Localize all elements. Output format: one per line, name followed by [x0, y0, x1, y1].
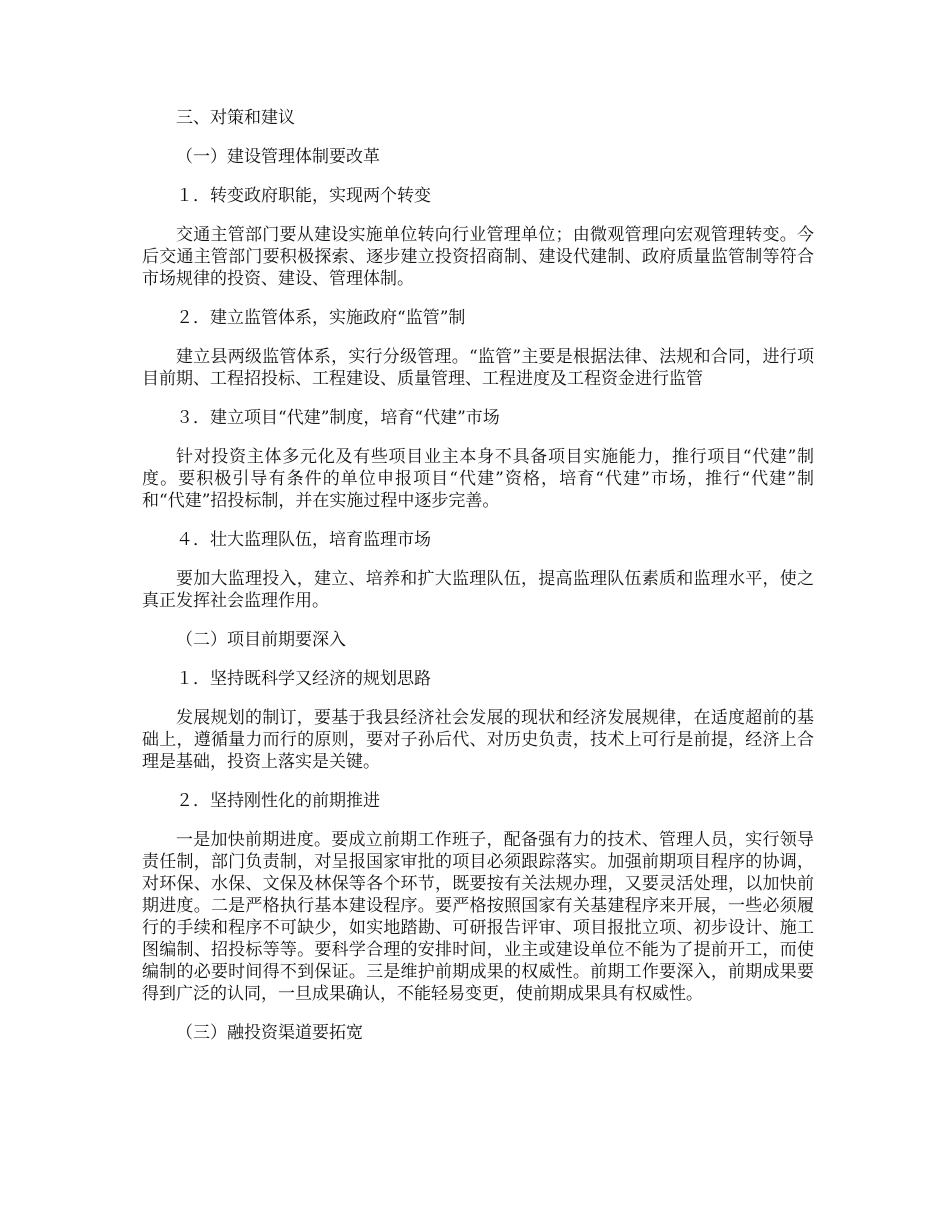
- item-heading: ２．建立监管体系，实施政府“监管”制: [176, 308, 466, 328]
- document-page: [142, 107, 814, 1061]
- paragraph: 一是加快前期进度。要成立前期工作班子，配备强有力的技术、管理人员，实行领导责任制，部门负责制，对呈报国家审批的项目必须跟踪落实。加强前期项目程序的协调，对环保、水保、文保及林保等各个环节，既要按有关法规办理，又要灵活处理，以加快前期进度。二是严格执行基本建设程序。要严格按照国家有关基建程序来开展，一些必须履行的手续和程序不可缺少，如实地踏勘、可研报告评审、项目报批立项、初步设计、施工图编制、招投标等等。要科学合理的安排时间，业主或建设单位不能为了提前开工，而使编制的必要时间得不到保证。三是维护前期成果的权威性。前期工作要深入，前期成果要得到广泛的认同，一旦成果确认，不能轻易变更，使前期成果具有权威性。: [142, 830, 814, 1004]
- paragraph: 交通主管部门要从建设实施单位转向行业管理单位；由微观管理向宏观管理转变。今后交通主管部门要积极探索、逐步建立投资招商制、建设代建制、政府质量监管制等符合市场规律的投资、建设、管理体制。: [142, 225, 814, 289]
- item-heading: １．转变政府职能，实现两个转变: [176, 186, 431, 206]
- subsection-heading: （三）融投资渠道要拓宽: [176, 1023, 363, 1043]
- paragraph: 建立县两级监管体系，实行分级管理。“监管”主要是根据法律、法规和合同，进行项目前期、工程招投标、工程建设、质量管理、工程进度及工程资金进行监管: [142, 347, 814, 389]
- item-heading: ２．坚持刚性化的前期推进: [176, 791, 380, 811]
- paragraph: 发展规划的制订，要基于我县经济社会发展的现状和经济发展规律，在适度超前的基础上，遵循量力而行的原则，要对子孙后代、对历史负责，技术上可行是前提，经济上合理是基础，投资上落实是关键。: [142, 708, 814, 772]
- item-heading: ４．壮大监理队伍，培育监理市场: [176, 530, 431, 550]
- subsection-heading: （二）项目前期要深入: [176, 630, 346, 650]
- item-heading: ３．建立项目“代建”制度，培育“代建”市场: [176, 408, 500, 428]
- section-heading: 三、对策和建议: [176, 108, 295, 128]
- paragraph: 针对投资主体多元化及有些项目业主本身不具备项目实施能力，推行项目“代建”制度。要积极引导有条件的单位申报项目“代建”资格，培育“代建”市场，推行“代建”制和“代建”招投标制，并在实施过程中逐步完善。: [142, 447, 814, 511]
- subsection-heading: （一）建设管理体制要改革: [176, 147, 380, 167]
- item-heading: １．坚持既科学又经济的规划思路: [176, 669, 431, 689]
- paragraph: 要加大监理投入，建立、培养和扩大监理队伍，提高监理队伍素质和监理水平，使之真正发挥社会监理作用。: [142, 569, 814, 611]
